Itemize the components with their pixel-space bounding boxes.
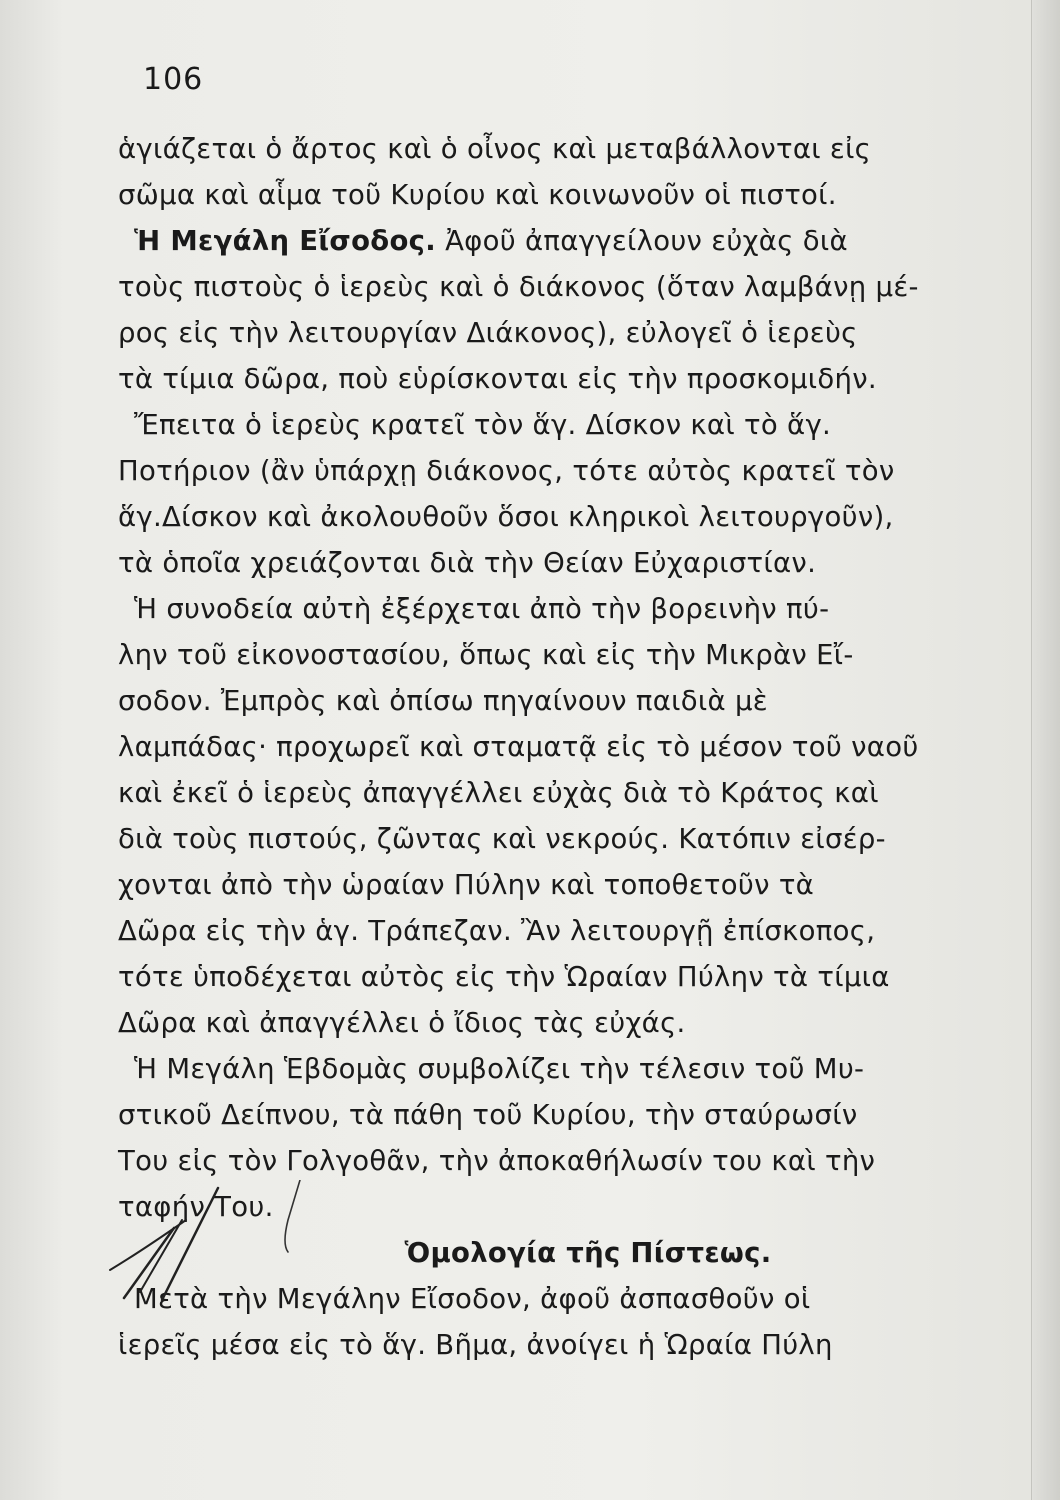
text-line: Μετὰ τὴν Μεγάλην Εἴσοδον, ἀφοῦ ἀσπασθοῦν οἱ — [134, 1283, 811, 1315]
text-line: σῶμα καὶ αἷμα τοῦ Κυρίου καὶ κοινωνοῦν οἱ πιστοί. — [118, 179, 837, 211]
text-line: Του εἰς τὸν Γολγοθᾶν, τὴν ἀποκαθήλωσίν του καὶ τὴν — [118, 1145, 876, 1177]
pencil-mark — [100, 1180, 320, 1310]
text-line: τότε ὑποδέχεται αὐτὸς εἰς τὴν Ὡραίαν Πύλην τὰ τίμια — [118, 961, 890, 993]
text-line: τὰ τίμια δῶρα, ποὺ εὑρίσκονται εἰς τὴν προσκομιδήν. — [118, 363, 877, 395]
text-line: τοὺς πιστοὺς ὁ ἱερεὺς καὶ ὁ διάκονος (ὅταν λαμβάνῃ μέ- — [118, 271, 919, 303]
text-line: ρος εἰς τὴν λειτουργίαν Διάκονος), εὐλογεῖ ὁ ἱερεὺς — [118, 317, 858, 349]
text-line: λαμπάδας· προχωρεῖ καὶ σταματᾷ εἰς τὸ μέσον τοῦ ναοῦ — [118, 731, 919, 763]
text-line: Δῶρα εἰς τὴν ἁγ. Τράπεζαν. Ἂν λειτουργῇ ἐπίσκοπος, — [118, 915, 876, 947]
text-line — [118, 218, 938, 264]
page-number: 106 — [143, 62, 204, 97]
text-line: Ποτήριον (ἂν ὑπάρχῃ διάκονος, τότε αὐτὸς κρατεῖ τὸν — [118, 455, 895, 487]
text-line: χονται ἀπὸ τὴν ὡραίαν Πύλην καὶ τοποθετοῦν τὰ — [118, 869, 815, 901]
section-title-great-entrance: Ἡ Μεγάλη Εἴσοδος. — [134, 225, 437, 257]
text-line: διὰ τοὺς πιστούς, ζῶντας καὶ νεκρούς. Κατόπιν εἰσέρ- — [118, 823, 886, 855]
text-line: λην τοῦ εἰκονοστασίου, ὅπως καὶ εἰς τὴν Μικρὰν Εἴ- — [118, 639, 854, 671]
text-line: Ἡ Μεγάλη Ἑβδομὰς συμβολίζει τὴν τέλεσιν τοῦ Μυ- — [134, 1053, 865, 1085]
text-line: ἁγιάζεται ὁ ἄρτος καὶ ὁ οἶνος καὶ μεταβάλλονται εἰς — [118, 133, 872, 165]
text-line: στικοῦ Δείπνου, τὰ πάθη τοῦ Κυρίου, τὴν σταύρωσίν — [118, 1099, 858, 1131]
text-line: Ἡ συνοδεία αὐτὴ ἐξέρχεται ἀπὸ τὴν βορεινὴν πύ- — [134, 593, 830, 625]
text-line: ταφήν Του. — [118, 1191, 274, 1223]
text-line: Δῶρα καὶ ἀπαγγέλλει ὁ ἴδιος τὰς εὐχάς. — [118, 1007, 686, 1039]
page-edge — [1031, 0, 1060, 1500]
text-line-rest: Ἀφοῦ ἀπαγγείλουν εὐχὰς διὰ — [436, 225, 848, 257]
text-line: τὰ ὁποῖα χρειάζονται διὰ τὴν Θείαν Εὐχαριστίαν. — [118, 547, 817, 579]
text-line: καὶ ἐκεῖ ὁ ἱερεὺς ἀπαγγέλλει εὐχὰς διὰ τὸ Κράτος καὶ — [118, 777, 879, 809]
text-line: σοδον. Ἐμπρὸς καὶ ὀπίσω πηγαίνουν παιδιὰ μὲ — [118, 685, 768, 717]
section-title-creed: Ὁμολογία τῆς Πίστεως. — [404, 1237, 772, 1269]
text-line: ἅγ.Δίσκον καὶ ἀκολουθοῦν ὅσοι κληρικοὶ λειτουργοῦν), — [118, 501, 894, 533]
text-line: Ἔπειτα ὁ ἱερεὺς κρατεῖ τὸν ἅγ. Δίσκον καὶ τὸ ἅγ. — [134, 409, 832, 441]
text-line: ἱερεῖς μέσα εἰς τὸ ἅγ. Βῆμα, ἀνοίγει ἡ Ὡραία Πύλη — [118, 1329, 833, 1361]
